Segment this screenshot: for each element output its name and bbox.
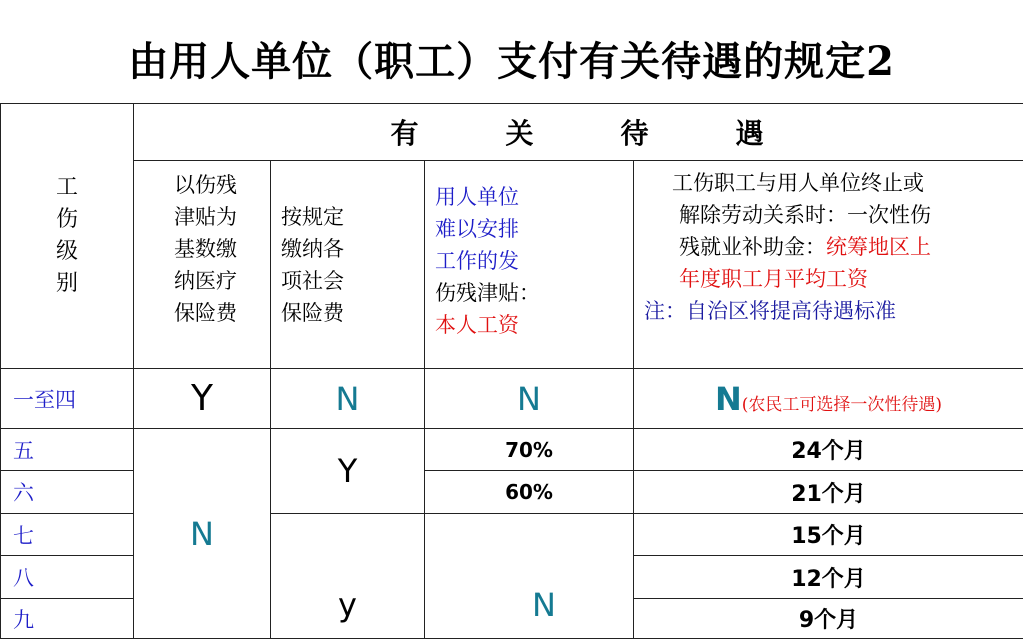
page-title: 由用人单位（职工）支付有关待遇的规定2	[128, 38, 895, 85]
header-lumpsum: 工伤职工与用人单位终止或 解除劳动关系时：一次性伤 残就业补助金：统筹地区上 年度职工月平均工资 注：自治区将提高待遇标准	[634, 161, 1023, 369]
medical-cell: Y	[134, 369, 271, 429]
table-row	[1, 369, 1023, 429]
lumpsum-cell: 21个月	[634, 471, 1023, 514]
migrant-note: (农民工可选择一次性待遇)	[741, 394, 943, 415]
header-medical: 以伤残 津贴为 基数缴 纳医疗 保险费	[134, 161, 271, 369]
allowance-cell: 60%	[425, 471, 634, 514]
lumpsum-cell: 9个月	[634, 599, 1023, 639]
level-cell: 九	[1, 599, 134, 639]
lumpsum-cell: N(农民工可选择一次性待遇)	[634, 369, 1023, 429]
benefits-table	[0, 103, 1023, 639]
header-allowance: 用人单位 难以安排 工作的发 伤残津贴： 本人工资	[425, 161, 634, 369]
medical-cell-5-9: N	[134, 429, 271, 639]
social-cell-5-6: Y	[271, 429, 425, 514]
header-row-1	[1, 104, 1023, 161]
level-cell: 六	[1, 471, 134, 514]
header-group: 有 关 待 遇	[134, 104, 1023, 161]
level-cell: 一至四	[1, 369, 134, 429]
header-level: 工 伤 级 别	[1, 104, 134, 369]
lumpsum-cell: 12个月	[634, 556, 1023, 599]
level-cell: 八	[1, 556, 134, 599]
lumpsum-cell: 15个月	[634, 514, 1023, 556]
social-cell: N	[271, 369, 425, 429]
social-cell-7-9: y	[271, 514, 425, 639]
level-cell: 五	[1, 429, 134, 471]
allowance-cell: N	[425, 369, 634, 429]
table-row	[1, 429, 1023, 471]
allowance-cell-7-9: N	[425, 514, 634, 639]
allowance-cell: 70%	[425, 429, 634, 471]
level-cell: 七	[1, 514, 134, 556]
header-row-2	[1, 161, 1023, 369]
lumpsum-cell: 24个月	[634, 429, 1023, 471]
header-social: 按规定 缴纳各 项社会 保险费	[271, 161, 425, 369]
